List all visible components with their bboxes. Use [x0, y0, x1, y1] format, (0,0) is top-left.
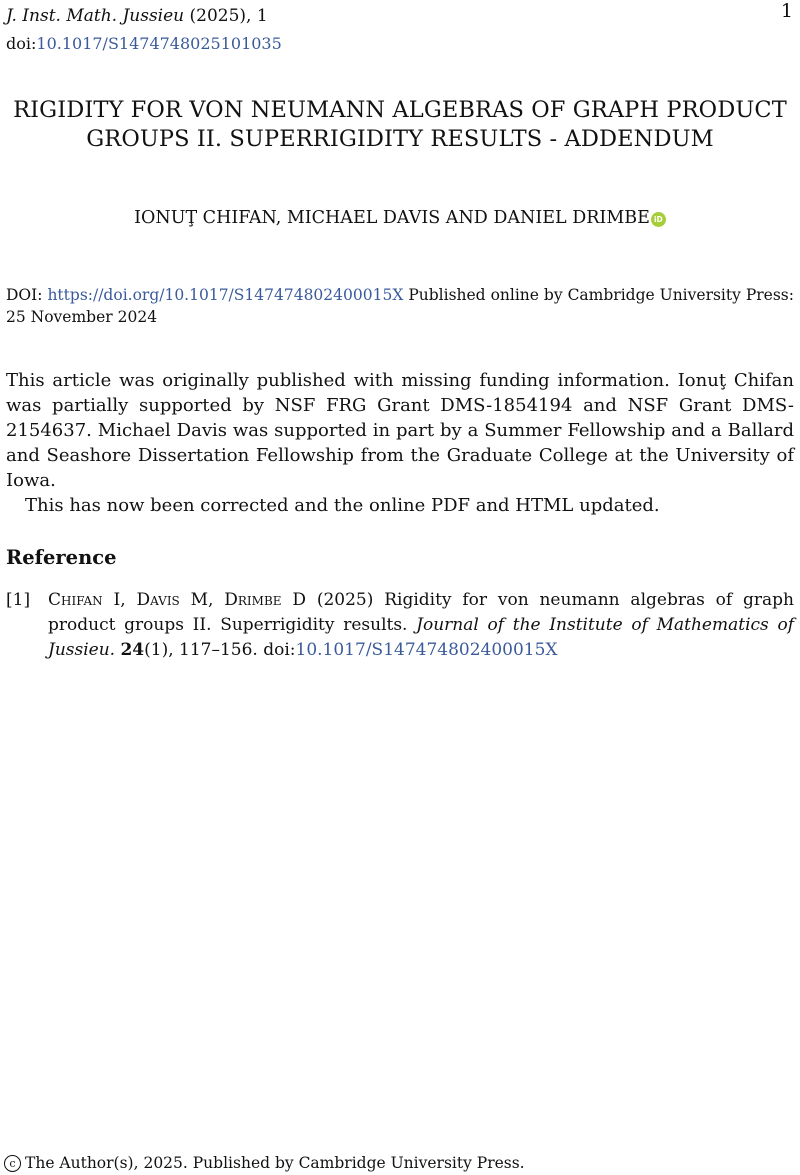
publication-meta [6, 284, 794, 328]
reference-issue-pages: (1), 117–156. doi: [144, 640, 296, 660]
journal-citation [6, 6, 268, 26]
copyright-text: The Author(s), 2025. Published by Cambridge University Press. [25, 1154, 525, 1172]
reference-item [6, 588, 794, 663]
doi-label: DOI: [6, 286, 43, 304]
reference-volume: 24 [120, 640, 145, 660]
reference-doi-link[interactable]: 10.1017/S147474802400015X [295, 640, 558, 660]
references-heading: Reference [6, 546, 117, 569]
copyright-icon: c [4, 1155, 21, 1172]
reference-text [48, 588, 794, 663]
journal-name: J. Inst. Math. Jussieu [6, 6, 185, 26]
reference-journal: Journal of the Institute of Mathematics of Jussieu. [48, 615, 794, 660]
reference-year-title: (2025) Rigidity for von neumann algebras of graph product groups II. Superrigidity results. [48, 590, 794, 635]
reference-authors: Chifan I, Davis M, Drimbe D [48, 590, 307, 610]
copyright-footer [4, 1154, 525, 1172]
page-number: 1 [780, 0, 793, 22]
addendum-body [6, 368, 794, 518]
article-title [0, 96, 800, 154]
title-line-2: GROUPS II. SUPERRIGIDITY RESULTS - ADDENDUM [86, 126, 714, 152]
published-date: Published online by Cambridge University Press: 25 November 2024 [6, 286, 794, 326]
author-list [0, 208, 800, 228]
reference-number: [1] [6, 590, 31, 610]
body-paragraph-2: This has now been corrected and the online PDF and HTML updated. [25, 495, 660, 516]
original-doi-link[interactable]: https://doi.org/10.1017/S147474802400015X [47, 286, 404, 304]
authors-text: IONUŢ CHIFAN, MICHAEL DAVIS AND DANIEL DRIMBE [134, 208, 650, 228]
article-doi [6, 34, 282, 53]
orcid-icon[interactable]: iD [651, 212, 666, 227]
body-paragraph-1: This article was originally published with missing funding information. Ionuţ Chifan was partially supported by NSF FRG Grant DMS-1854194 and NSF Grant DMS-2154637. Michael Davis was supported in part by a Summer Fellowship and a Ballard and Seashore Dissertation Fellowship from the Graduate College at the University of Iowa. [6, 370, 794, 491]
doi-prefix: doi: [6, 34, 37, 53]
title-line-1: RIGIDITY FOR VON NEUMANN ALGEBRAS OF GRAPH PRODUCT [13, 97, 787, 123]
article-doi-link[interactable]: 10.1017/S1474748025101035 [36, 34, 282, 53]
journal-year: (2025), 1 [189, 6, 268, 26]
